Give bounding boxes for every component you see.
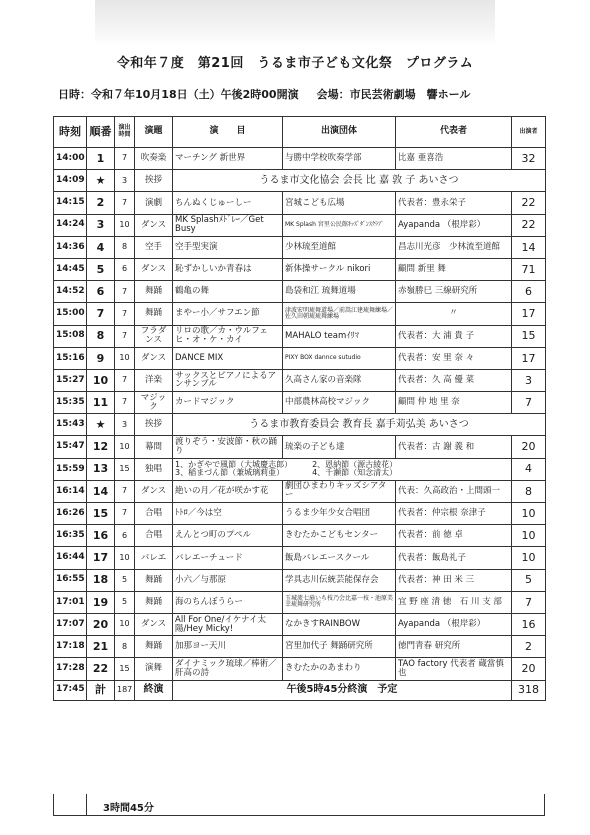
row-rep: 代表者：豊永栄子: [396, 192, 512, 214]
row-group: 中部農林高校マジック: [283, 392, 396, 414]
row-duration: 15: [115, 458, 135, 480]
row-duration: 5: [115, 569, 135, 591]
row-genre: 演劇: [135, 192, 173, 214]
row-order: 15: [87, 503, 115, 525]
row-genre: 吹奏楽: [135, 148, 173, 170]
table-row: [54, 392, 546, 414]
row-performers: 16: [512, 613, 546, 635]
header-time: 時刻: [54, 117, 87, 148]
row-performers: 17: [512, 303, 546, 325]
table-row: [54, 369, 546, 391]
row-performers: 17: [512, 347, 546, 369]
row-rep: Ayapanda （根岸彩）: [396, 613, 512, 635]
row-genre: 舞踊: [135, 569, 173, 591]
row-performers: 15: [512, 325, 546, 347]
row-rep: 代表者：前 徳 卓: [396, 525, 512, 547]
row-program: 恥ずかしいか青春は: [173, 258, 283, 280]
row-group: きむたかのあまわり: [283, 658, 396, 680]
row-time: 14:45: [54, 258, 87, 280]
row-group: 新体操サークル nikori: [283, 258, 396, 280]
row-order: 10: [87, 369, 115, 391]
row-time: 15:16: [54, 347, 87, 369]
row-order: 6: [87, 281, 115, 303]
row-genre: バレエ: [135, 547, 173, 569]
row-duration: 7: [115, 392, 135, 414]
row-order: 16: [87, 525, 115, 547]
row-duration: 6: [115, 258, 135, 280]
row-order: ★: [87, 170, 115, 192]
row-duration: 8: [115, 636, 135, 658]
row-order: 20: [87, 613, 115, 635]
row-order: 22: [87, 658, 115, 680]
table-row: [54, 569, 546, 591]
row-time: 15:27: [54, 369, 87, 391]
row-group: 宮里加代子 舞踊研究所: [283, 636, 396, 658]
table-row: [54, 148, 546, 170]
row-genre: 演舞: [135, 658, 173, 680]
table-row: [54, 303, 546, 325]
row-genre: フラダンス: [135, 325, 173, 347]
row-order: 17: [87, 547, 115, 569]
row-order: 4: [87, 236, 115, 258]
row-performers: 20: [512, 658, 546, 680]
row-performers: 10: [512, 503, 546, 525]
row-genre: 洋楽: [135, 369, 173, 391]
row-duration: 7: [115, 369, 135, 391]
row-order: 3: [87, 214, 115, 236]
row-genre: ダンス: [135, 480, 173, 502]
row-time: 15:00: [54, 303, 87, 325]
row-order: 1: [87, 148, 115, 170]
row-time: 16:26: [54, 503, 87, 525]
row-program: 空手型実演: [173, 236, 283, 258]
row-program: 渡りぞう・安波節・秋の踊り: [173, 436, 283, 458]
row-program: ﾄﾄﾛ／今は空: [173, 503, 283, 525]
table-row: [54, 170, 546, 192]
row-genre: 幕間: [135, 436, 173, 458]
row-rep: 比嘉 亜喜浩: [396, 148, 512, 170]
row-order: 2: [87, 192, 115, 214]
row-time: 16:55: [54, 569, 87, 591]
end-note: 午後5時45分終演 予定: [173, 680, 512, 700]
row-group: 津波宏明琉舞道場／前嵩江建琉舞練場／佐久田朝琉琉舞練場: [283, 303, 396, 325]
header-group: 出演団体: [283, 117, 396, 148]
total-row: [54, 680, 546, 700]
row-solo-list: 1、かぎやで風節（大城慶志郎） 2、恩納節（源古綾花） 3、稲まづん節（兼城璃莉亜） 4、千瀬節（知念清太）: [173, 458, 512, 480]
row-order: 13: [87, 458, 115, 480]
row-duration: 7: [115, 281, 135, 303]
row-duration: 6: [115, 525, 135, 547]
row-rep: 徳門青春 研究所: [396, 636, 512, 658]
row-genre: 合唱: [135, 503, 173, 525]
row-genre: 合唱: [135, 525, 173, 547]
row-performers: 71: [512, 258, 546, 280]
row-time: 16:35: [54, 525, 87, 547]
total-performers: 318: [512, 680, 546, 700]
row-program: 海のちんぼうらー: [173, 591, 283, 613]
header-row: [54, 117, 546, 148]
table-row: [54, 192, 546, 214]
table-row: [54, 236, 546, 258]
row-genre: ダンス: [135, 214, 173, 236]
row-genre: 独唱: [135, 458, 173, 480]
row-program: ちんぬくじゅーしー: [173, 192, 283, 214]
row-program: 鶴亀の舞: [173, 281, 283, 303]
row-group: 劇団ひまわりキッズシアター: [283, 480, 396, 502]
row-time: 17:01: [54, 591, 87, 613]
row-time: 14:15: [54, 192, 87, 214]
row-order: 11: [87, 392, 115, 414]
row-genre: 舞踊: [135, 591, 173, 613]
row-duration: 10: [115, 436, 135, 458]
program-table: [53, 116, 546, 701]
row-time: 15:08: [54, 325, 87, 347]
row-program: ダイナミック琉球／棒術／肝高の詩: [173, 658, 283, 680]
row-program: MK Splashﾒﾄﾞﾚｰ／Get Busy: [173, 214, 283, 236]
row-order: 14: [87, 480, 115, 502]
row-genre: 舞踊: [135, 281, 173, 303]
row-group: きむたかこどもセンター: [283, 525, 396, 547]
table-row: [54, 480, 546, 502]
row-duration: 10: [115, 214, 135, 236]
row-time: 15:59: [54, 458, 87, 480]
row-time: 14:52: [54, 281, 87, 303]
row-genre: 挨拶: [135, 170, 173, 192]
table-row: [54, 525, 546, 547]
row-time: 17:07: [54, 613, 87, 635]
total-label: 計: [87, 680, 115, 700]
table-row: [54, 347, 546, 369]
row-group: 少林琉至道館: [283, 236, 396, 258]
row-group: 久高さん家の音楽隊: [283, 369, 396, 391]
row-group: 宮城こども広場: [283, 192, 396, 214]
row-rep: 代表者：久 高 優 菜: [396, 369, 512, 391]
row-time: 17:28: [54, 658, 87, 680]
row-rep: Ayapanda （根岸彩）: [396, 214, 512, 236]
table-line: [53, 794, 54, 815]
row-rep: 〃: [396, 303, 512, 325]
row-program: 加那ヨー天川: [173, 636, 283, 658]
row-program: サックスとピアノによるアンサンブル: [173, 369, 283, 391]
row-program: バレエーチュード: [173, 547, 283, 569]
row-performers: 20: [512, 436, 546, 458]
row-rep: 代表者：古 謝 義 和: [396, 436, 512, 458]
row-order: 9: [87, 347, 115, 369]
row-performers: 8: [512, 480, 546, 502]
table-bottom-line: [53, 815, 545, 816]
row-performers: 22: [512, 214, 546, 236]
row-time: 16:44: [54, 547, 87, 569]
row-rep: 顧問 新里 舞: [396, 258, 512, 280]
row-program: All For One/イケナイ太陽/Hey Micky!: [173, 613, 283, 635]
row-group: 飯島バレエースクール: [283, 547, 396, 569]
row-rep: 代表：久高政治・上間頭一: [396, 480, 512, 502]
table-row: [54, 547, 546, 569]
total-minutes: 187: [115, 680, 135, 700]
table-row: [54, 503, 546, 525]
row-group: MAHALO teamｲﾘﾏ: [283, 325, 396, 347]
row-rep: 昌志川光彦 少林流至道館: [396, 236, 512, 258]
row-program: リロの歌／カ・ウルフェヒ・オ・ケ・カイ: [173, 325, 283, 347]
row-performers: 6: [512, 281, 546, 303]
row-rep: 代表者：大 浦 貴 子: [396, 325, 512, 347]
row-time: 15:47: [54, 436, 87, 458]
row-duration: 10: [115, 613, 135, 635]
row-order: 19: [87, 591, 115, 613]
total-time: 17:45: [54, 680, 87, 700]
table-line: [86, 794, 87, 815]
row-rep: 代表者：安 里 奈 々: [396, 347, 512, 369]
row-program: DANCE MIX: [173, 347, 283, 369]
row-duration: 7: [115, 148, 135, 170]
row-performers: 3: [512, 369, 546, 391]
row-order: 5: [87, 258, 115, 280]
row-group: うるま少年少女合唱団: [283, 503, 396, 525]
row-duration: 3: [115, 170, 135, 192]
header-genre: 演題: [135, 117, 173, 148]
row-duration: 7: [115, 503, 135, 525]
row-greeting: うるま市文化協会 会長 比 嘉 敦 子 あいさつ: [173, 170, 546, 192]
header-performers: 出演者: [512, 117, 546, 148]
table-row: [54, 436, 546, 458]
row-greeting: うるま市教育委員会 教育長 嘉手苅弘美 あいさつ: [173, 414, 546, 436]
total-duration: 3時間45分: [103, 803, 154, 814]
row-time: 14:24: [54, 214, 87, 236]
total-end: 終演: [135, 680, 173, 700]
row-genre: マジック: [135, 392, 173, 414]
row-time: 14:36: [54, 236, 87, 258]
row-program: まやー小／サフエン節: [173, 303, 283, 325]
row-genre: ダンス: [135, 258, 173, 280]
event-date: 日時：令和７年10月18日（土）午後2時00開演: [58, 88, 299, 101]
row-rep: 代表者：神 田 米 三: [396, 569, 512, 591]
row-genre: ダンス: [135, 613, 173, 635]
row-performers: 32: [512, 148, 546, 170]
row-duration: 7: [115, 325, 135, 347]
row-duration: 10: [115, 547, 135, 569]
row-duration: 8: [115, 236, 135, 258]
row-duration: 5: [115, 591, 135, 613]
table-line: [544, 794, 545, 815]
header-order: 順番: [87, 117, 115, 148]
table-row: [54, 591, 546, 613]
table-row: [54, 636, 546, 658]
header-duration: 演出時間: [115, 117, 135, 148]
row-time: 14:00: [54, 148, 87, 170]
row-group: 玉城流七扇いち枝乃会比嘉一枝・池原美幸琉舞研究所: [283, 591, 396, 613]
row-program: カードマジック: [173, 392, 283, 414]
header-program: 演 目: [173, 117, 283, 148]
table-row: [54, 613, 546, 635]
row-rep: TAO factory 代表者 蔵當慎也: [396, 658, 512, 680]
row-rep: 赤嶺勝巳 三線研究所: [396, 281, 512, 303]
row-genre: 舞踊: [135, 636, 173, 658]
row-group: PIXY BOX dannce sutudio: [283, 347, 396, 369]
table-row: [54, 258, 546, 280]
table-row: [54, 325, 546, 347]
table-row: [54, 414, 546, 436]
row-performers: 5: [512, 569, 546, 591]
row-performers: 7: [512, 392, 546, 414]
row-order: 21: [87, 636, 115, 658]
row-rep: 代表者：仲宗根 奈津子: [396, 503, 512, 525]
row-performers: 2: [512, 636, 546, 658]
row-time: 14:09: [54, 170, 87, 192]
row-duration: 7: [115, 303, 135, 325]
row-order: 12: [87, 436, 115, 458]
row-performers: 10: [512, 547, 546, 569]
row-time: 17:18: [54, 636, 87, 658]
row-group: 学具志川伝統芸能保存会: [283, 569, 396, 591]
row-time: 15:35: [54, 392, 87, 414]
row-program: マーチング 新世界: [173, 148, 283, 170]
row-group: 島袋和江 琉舞道場: [283, 281, 396, 303]
scan-artifact: [95, 0, 495, 46]
row-time: 16:14: [54, 480, 87, 502]
row-group: なかきすRAINBOW: [283, 613, 396, 635]
row-time: 15:43: [54, 414, 87, 436]
row-order: 7: [87, 303, 115, 325]
table-row: [54, 214, 546, 236]
row-program: 小六／与那原: [173, 569, 283, 591]
row-performers: 14: [512, 236, 546, 258]
row-program: えんとつ町のプペル: [173, 525, 283, 547]
row-genre: 舞踊: [135, 303, 173, 325]
row-rep: 顧問 仲 地 里 奈: [396, 392, 512, 414]
row-rep: 宜 野 座 清 徳 石 川 支 部: [396, 591, 512, 613]
row-duration: 15: [115, 658, 135, 680]
page-title: 令和年７度 第21回 うるま市子ども文化祭 プログラム: [116, 56, 474, 71]
row-performers: 22: [512, 192, 546, 214]
row-group: 与勝中学校吹奏学部: [283, 148, 396, 170]
row-order: 18: [87, 569, 115, 591]
row-performers: 7: [512, 591, 546, 613]
table-row: [54, 281, 546, 303]
row-performers: 10: [512, 525, 546, 547]
row-program: 絶いの月／花が咲かす花: [173, 480, 283, 502]
row-genre: 挨拶: [135, 414, 173, 436]
row-order: 8: [87, 325, 115, 347]
row-duration: 10: [115, 347, 135, 369]
header-rep: 代表者: [396, 117, 512, 148]
table-row: [54, 458, 546, 480]
row-group: 琉楽の子ども達: [283, 436, 396, 458]
row-duration: 3: [115, 414, 135, 436]
row-order: ★: [87, 414, 115, 436]
row-genre: 空手: [135, 236, 173, 258]
table-row: [54, 658, 546, 680]
row-performers: 4: [512, 458, 546, 480]
row-duration: 7: [115, 480, 135, 502]
row-duration: 7: [115, 192, 135, 214]
row-genre: ダンス: [135, 347, 173, 369]
event-info: [58, 86, 470, 102]
row-rep: 代表者：飯島礼子: [396, 547, 512, 569]
row-group: MK Splash 宮里公民館ｷｯｽﾞﾀﾞﾝｽｸﾗﾌﾞ: [283, 214, 396, 236]
event-venue: 会場：市民芸術劇場 響ホール: [316, 88, 471, 101]
